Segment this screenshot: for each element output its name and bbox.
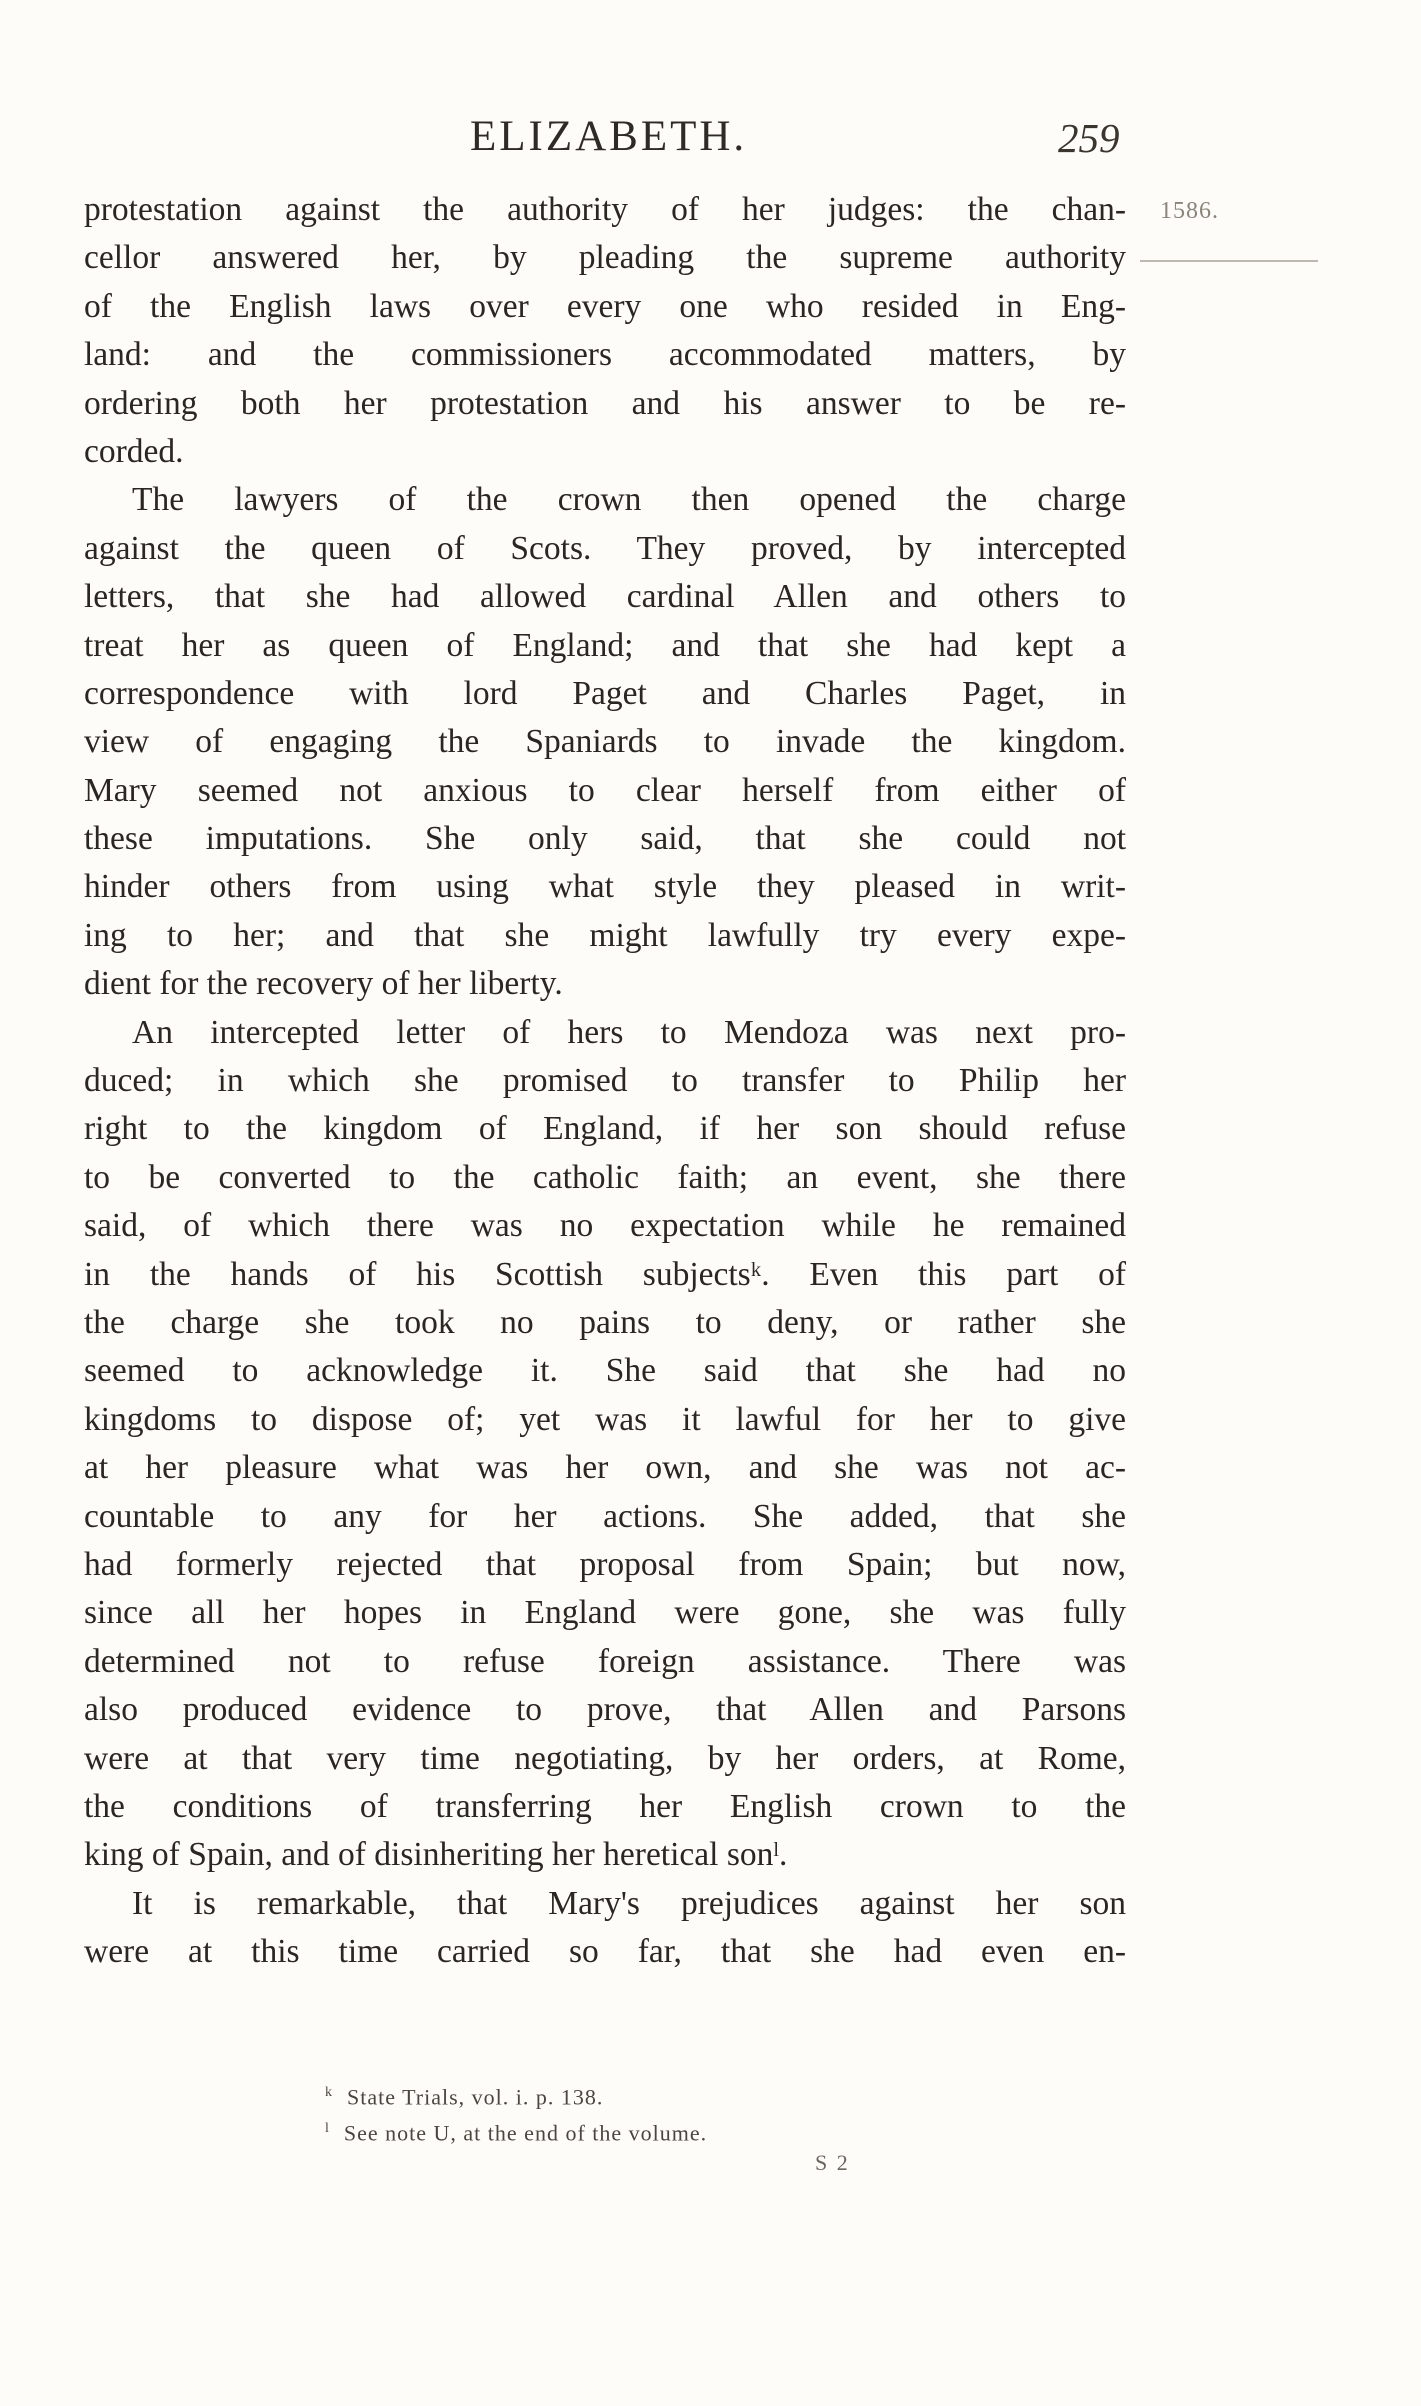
text-line: hinder others from using what style they pleased in writ- [84, 868, 1126, 906]
text-line: treat her as queen of England; and that she had kept a [84, 626, 1126, 664]
text-line: seemed to acknowledge it. She said that she had no [84, 1352, 1126, 1390]
text-line: cellor answered her, by pleading the supreme authority [84, 239, 1126, 277]
text-line: said, of which there was no expectation while he remained [84, 1207, 1126, 1245]
text-line: ing to her; and that she might lawfully try every expe- [84, 916, 1126, 954]
text-line: land: and the commissioners accommodated matters, by [84, 336, 1126, 374]
text-line: against the queen of Scots. They proved, by intercepted [84, 529, 1126, 567]
text-line: the conditions of transferring her English crown to the [84, 1787, 1126, 1825]
running-title: ELIZABETH. [470, 113, 748, 160]
footnote-text: State Trials, vol. i. p. 138. [347, 2084, 604, 2110]
text-line: view of engaging the Spaniards to invade the kingdom. [84, 723, 1126, 761]
text-line: the charge she took no pains to deny, or rather she [84, 1303, 1126, 1341]
text-line: determined not to refuse foreign assistance. There was [84, 1642, 1126, 1680]
paragraph-start-line: The lawyers of the crown then opened the charge [132, 481, 1126, 519]
signature-mark: S 2 [815, 2150, 850, 2175]
footnote-mark: l [325, 2121, 330, 2136]
text-line: correspondence with lord Paget and Charles Paget, in [84, 674, 1126, 712]
text-line: Mary seemed not anxious to clear herself from either of [84, 771, 1126, 809]
text-line: dient for the recovery of her liberty. [84, 965, 563, 1003]
footnote-k [325, 2075, 1085, 2111]
footnotes [325, 2075, 1085, 2147]
text-line: were at this time carried so far, that she had even en- [84, 1933, 1126, 1971]
text-line: to be converted to the catholic faith; an event, she there [84, 1158, 1126, 1196]
text-line: kingdoms to dispose of; yet was it lawful for her to give [84, 1400, 1126, 1438]
text-line: letters, that she had allowed cardinal Allen and others to [84, 578, 1126, 616]
page-number: 259 [1058, 115, 1120, 161]
footnote-l [325, 2111, 1085, 2147]
margin-year-note: 1586. [1160, 198, 1219, 224]
text-line: also produced evidence to prove, that Allen and Parsons [84, 1691, 1126, 1729]
text-line: right to the kingdom of England, if her son should refuse [84, 1110, 1126, 1148]
text-line: in the hands of his Scottish subjectsᵏ. Even this part of [84, 1255, 1126, 1293]
paragraph-start-line: It is remarkable, that Mary's prejudices against her son [132, 1884, 1126, 1922]
text-line: ordering both her protestation and his answer to be re- [84, 384, 1126, 422]
text-line: these imputations. She only said, that she could not [84, 820, 1126, 858]
text-line: had formerly rejected that proposal from Spain; but now, [84, 1545, 1126, 1583]
text-line: were at that very time negotiating, by her orders, at Rome, [84, 1739, 1126, 1777]
text-line: protestation against the authority of her judges: the chan- [84, 191, 1126, 228]
text-line: duced; in which she promised to transfer to Philip her [84, 1062, 1126, 1100]
text-line: at her pleasure what was her own, and she was not ac- [84, 1449, 1126, 1487]
running-head [0, 112, 1421, 172]
footnote-text: See note U, at the end of the volume. [343, 2120, 708, 2146]
footnote-mark: k [325, 2085, 333, 2100]
body-text [84, 186, 1126, 1976]
text-line: since all her hopes in England were gone, she was fully [84, 1594, 1126, 1632]
margin-divider [1140, 260, 1318, 262]
text-line: countable to any for her actions. She added, that she [84, 1497, 1126, 1535]
text-line: of the English laws over every one who resided in Eng- [84, 287, 1126, 325]
text-line: corded. [84, 432, 184, 470]
text-line: king of Spain, and of disinheriting her heretical sonˡ. [84, 1836, 788, 1874]
paragraph-start-line: An intercepted letter of hers to Mendoza was next pro- [132, 1013, 1126, 1051]
